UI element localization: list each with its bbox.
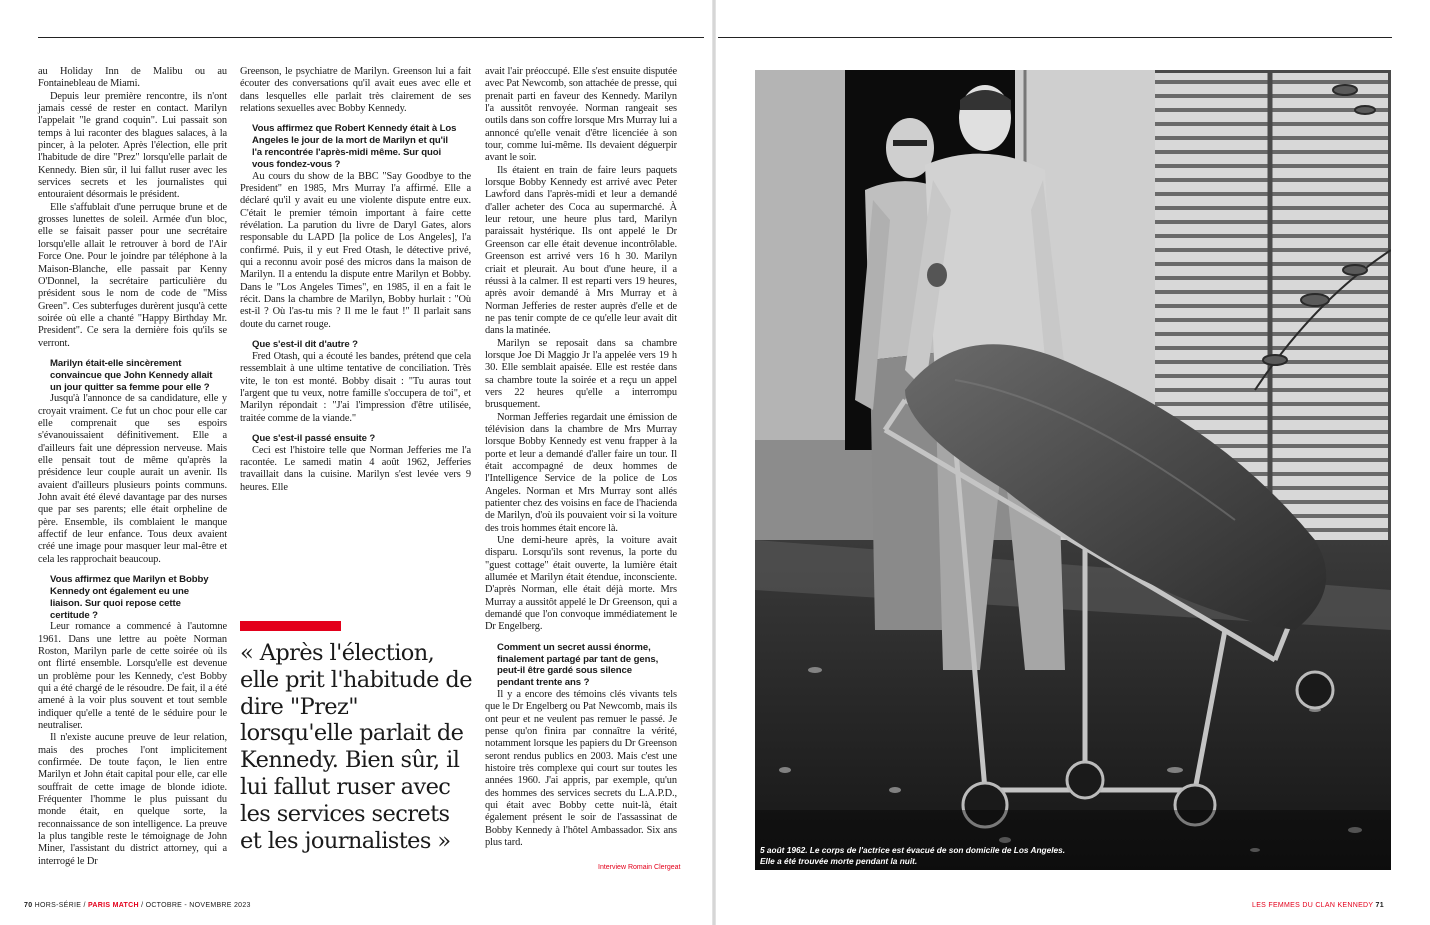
caption-line: 5 août 1962. Le corps de l'actrice est évacué de son domicile de Los Angeles.: [760, 845, 1066, 855]
footer-date: / OCTOBRE - NOVEMBRE 2023: [141, 902, 251, 909]
top-rule-right: [718, 37, 1392, 38]
paragraph: Greenson, le psychiatre de Marilyn. Greenson lui a fait écouter des conversations qu'il avait eues avec elle et dans lesquelles elle parlait très clairement de ses relations sexuelles avec Bobby Kennedy.: [240, 66, 471, 115]
footer-section-title: LES FEMMES DU CLAN KENNEDY: [1252, 902, 1374, 909]
footer-brand: PARIS MATCH: [87, 902, 139, 909]
paragraph: Elle s'affublait d'une perruque brune et de grosses lunettes de soleil. Armée d'un bloc, elle se faisait passer pour une secrétaire lorsqu'elle allait le retrouver à bord de l'Air Force One. Pour le joindre par téléphone à la Maison-Blanche, elle passait par Kenny O'Donnel, la secrétaire particulière du président sous le nom de code de "Miss Green". Ces subterfuges durèrent jusqu'à cette soirée où elle a chanté "Happy Birthday Mr. President". Ce sera la dernière fois qu'ils se verront.: [38, 201, 227, 349]
paragraph: Marilyn se reposait dans sa chambre lorsque Joe Di Maggio Jr l'a appelée vers 19 h 30. Elle semblait apaisée. Elle est restée dans sa chambre toute la soirée et a reçu un appel vers 22 heures qu'elle a interrompu brusquement.: [485, 337, 677, 411]
paragraph: Ils étaient en train de faire leurs paquets lorsque Bobby Kennedy est arrivé avec Peter Lawford dans l'après-midi et leur a demandé d'aller acheter des Coca au supermarché. À leur retour, une heure plus tard, Marilyn paraissait hystérique. Ils ont appelé le Dr Greenson car elle était devenue incontrôlable. Greenson est arrivé vers 16 h 30. Marilyn criait et pleurait. Au bout d'une heure, il a réussi à la calmer. Il est reparti vers 19 heures, après avoir demandé à Mrs Murray et à Norman Jefferies de rester auprès d'elle et de ne pas tenir compte de ce qu'elle leur avait dit dans la matinée.: [485, 164, 677, 337]
interview-credit: [598, 864, 680, 871]
credit-text: Interview Romain Clergeat: [598, 864, 681, 871]
paragraph: Depuis leur première rencontre, ils n'ont jamais cessé de rester en contact. Marilyn l'appelait "le grand coquin". Lui passait son temps à lui raconter des blagues salaces, à la pincer, à la peloter. Après l'élection, elle prit l'habitude de dire "Prez" lorsqu'elle parlait de Kennedy. Bien sûr, il lui fallut ruser avec les services secrets et les journalistes qui entouraient désormais le président.: [38, 90, 227, 201]
paragraph: Il n'existe aucune preuve de leur relation, mais des proches l'ont implicitement confirmée. De toute façon, le lien entre Marilyn et John était capital pour elle, car elle souffrait de cette image de blonde idiote. Fréquenter l'homme le plus puissant du monde était, en quelque sorte, la reconnaissance de son intelligence. La preuve la plus tangible reste le témoignage de John Miner, l'assistant du district attorney, qui a interrogé le Dr: [38, 732, 227, 867]
caption-line: Elle a été trouvée morte pendant la nuit.: [760, 856, 918, 866]
paragraph: Jusqu'à l'annonce de sa candidature, elle y croyait vraiment. Ce fut un choc pour elle car elle comprenait que ses espoirs s'évanouissaient définitivement. Elle a d'ailleurs fait une dépression nerveuse. Mais elle pensait tout de même qu'après la présidence leur couple aurait un avenir. Ils avaient d'ailleurs plusieurs points communs. John avait été élevé davantage par des nurses que par ses parents; elle était orpheline de père. Ensemble, ils comblaient le manque affectif de leur enfance. Tous deux avaient créé une image pour masquer leur mal-être et cela les rapprochait beaucoup.: [38, 393, 227, 565]
text-column-3: [485, 66, 677, 849]
interview-question: Que s'est-il passé ensuite ?: [252, 432, 376, 444]
archival-photo: [755, 70, 1391, 870]
photo-illustration: [755, 70, 1391, 870]
paragraph: Norman Jefferies regardait une émission de télévision dans la chambre de Mrs Murray lorsque Bobby Kennedy est venu frapper à la porte et leur a demandé d'aller faire un tour. Il était accompagné de deux hommes de l'Intelligence Service de la police de Los Angeles. Norman et Mrs Murray sont allés patienter chez des voisins en face de l'hacienda de Marilyn, d'où ils pouvaient voir si la voiture des trois hommes était encore là.: [485, 411, 677, 534]
paragraph: avait l'air préoccupé. Elle s'est ensuite disputée avec Pat Newcomb, son attachée de presse, qui prenait parti en faveur des Kennedy. Marilyn l'a aussitôt renvoyée. Norman rangeait ses outils dans son coffre lorsque Mrs Murray lui a annoncé qu'elle venait d'être licenciée à son tour, comme lui-même. Ils devaient déguerpir avant le soir.: [485, 66, 677, 164]
paragraph: Une demi-heure après, la voiture avait disparu. Lorsqu'ils sont revenus, la porte du "guest cottage" était ouverte, la lumière était allumée et Marilyn était étendue, inconsciente. D'après Norman, elle était déjà morte. Mrs Murray a aussitôt appelé le Dr Greenson, qui a demandé que l'on convoque immédiatement le Dr Engelberg.: [485, 535, 677, 633]
interview-question: Comment un secret aussi énorme, finalement partagé par tant de gens, peut-il être gardé sous silence pendant trente ans ?: [497, 641, 659, 689]
footer-right: [1252, 902, 1384, 909]
paragraph: Il y a encore des témoins clés vivants tels que le Dr Engelberg ou Pat Newcomb, mais ils ont peur et ne veulent pas remuer le passé. Je pense qu'on finira par connaître la vérité, notamment lorsque les papiers du Dr Greenson seront rendus publics en 2003. Mais c'est une histoire très complexe qui court sur toutes les années 1960. J'ai appris, par exemple, qu'un des hommes des services secrets du L.A.P.D., qui était avec Bobby cette nuit-là, était également présent le soir de l'assassinat de Bobby Kennedy à l'hôtel Ambassador. Six ans plus tard.: [485, 689, 677, 849]
page-gutter: [712, 0, 716, 925]
paragraph: Au cours du show de la BBC "Say Goodbye to the President" en 1985, Mrs Murray l'a affirmé. Elle a déclaré qu'il y avait eu une violente dispute entre eux. C'était le premier témoin important à faire cette révélation. La parution du livre de Daryl Gates, alors responsable du LAPD [la police de Los Angeles], l'a confirmé. Puis, il y eut Fred Otash, le détective privé, qui a reconnu avoir posé des micros dans la maison de Marilyn. Il a entendu la dispute entre Marilyn et Bobby. Dans le "Los Angeles Times", en 1985, il en a fait le récit. Dans la chambre de Marilyn, Bobby hurlait : "Où est-il ? Où l'as-tu mis ? Il me le faut !" Il parlait sans doute du carnet rouge.: [240, 170, 471, 330]
interview-question: Vous affirmez que Robert Kennedy était à Los Angeles le jour de la mort de Marilyn et qu'il l'a rencontrée l'après-midi même. Sur quoi vous fondez-vous ?: [252, 123, 457, 170]
top-rule-left: [38, 37, 704, 38]
interview-question: Marilyn était-elle sincèrement convaincue que John Kennedy allait un jour quitter sa femme pour elle ?: [50, 357, 213, 393]
interview-question: Vous affirmez que Marilyn et Bobby Kennedy ont également eu une liaison. Sur quoi repose cette certitude ?: [50, 574, 209, 621]
text-column-1: [38, 66, 227, 868]
footer-left: [24, 902, 251, 909]
paragraph: Fred Otash, qui a écouté les bandes, prétend que cela ressemblait à une ultime tentative de conciliation. Très vite, le ton est monté. Bobby disait : "Tu auras tout l'argent que tu veux, notre famille s'occupera de toi", et Marilyn répondait : "J'ai l'impression d'être utilisée, traitée comme de la viande.": [240, 350, 471, 424]
page-number-left: 70: [24, 902, 33, 909]
photo-caption: [760, 845, 1180, 867]
paragraph: au Holiday Inn de Malibu ou au Fontainebleau de Miami.: [38, 66, 227, 90]
pull-quote: « Après l'élection, elle prit l'habitude de dire "Prez" lorsqu'elle parlait de Kennedy. Bien sûr, il lui fallut ruser avec les services secrets et les journalistes »: [240, 640, 472, 854]
text-column-2: [240, 66, 471, 494]
pull-quote-accent-bar: [240, 621, 341, 631]
page-number-right: 71: [1375, 902, 1384, 909]
paragraph: Leur romance a commencé à l'automne 1961. Dans une lettre au poète Norman Roston, Marilyn parle de cette soirée où ils ont flirté ensemble. Lorsqu'elle est devenue un problème pour les Kennedy, c'est Bobby qui a été chargé de le résoudre. De fait, il a été amené à la voir plus souvent et tout semble indiquer qu'elle a tenté de le séduire pour le neutraliser.: [38, 621, 227, 732]
paragraph: Ceci est l'histoire telle que Norman Jefferies me l'a racontée. Le samedi matin 4 août 1962, Jefferies travaillait dans la cuisine. Marilyn s'est levée vers 9 heures. Elle: [240, 444, 471, 493]
footer-series: HORS-SÉRIE /: [34, 902, 86, 909]
interview-question: Que s'est-il dit d'autre ?: [252, 339, 358, 351]
